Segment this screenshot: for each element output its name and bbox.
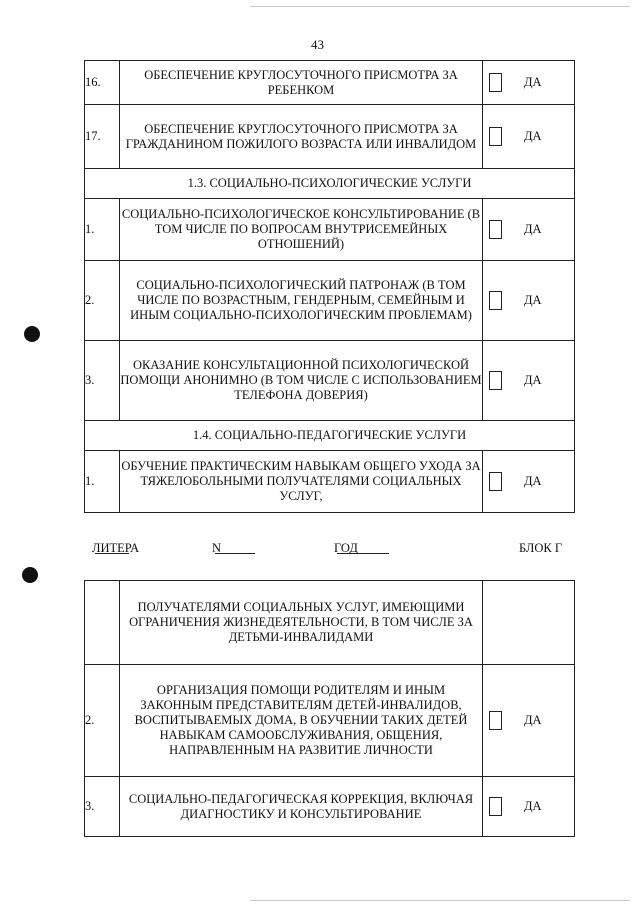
yes-label: ДА [524, 293, 542, 307]
yes-label: ДА [524, 373, 542, 387]
yes-checkbox[interactable] [489, 127, 502, 146]
scan-edge-top [250, 6, 630, 7]
row-number: 3. [85, 777, 120, 837]
yes-checkbox[interactable] [489, 472, 502, 491]
table-row [85, 261, 575, 341]
service-description: СОЦИАЛЬНО-ПЕДАГОГИЧЕСКАЯ КОРРЕКЦИЯ, ВКЛЮЧАЯ ДИАГНОСТИКУ И КОНСУЛЬТИРОВАНИЕ [120, 777, 483, 837]
row-number: 3. [85, 341, 120, 421]
god-blank[interactable] [337, 541, 389, 554]
litera-label: ЛИТЕРА [92, 541, 140, 555]
row-number: 2. [85, 665, 120, 777]
section-row [85, 169, 575, 199]
service-description: ОБЕСПЕЧЕНИЕ КРУГЛОСУТОЧНОГО ПРИСМОТРА ЗА РЕБЕНКОМ [120, 61, 483, 105]
table-row [85, 105, 575, 169]
yes-checkbox[interactable] [489, 291, 502, 310]
row-number: 1. [85, 451, 120, 513]
service-description: ОБУЧЕНИЕ ПРАКТИЧЕСКИМ НАВЫКАМ ОБЩЕГО УХОДА ЗА ТЯЖЕЛОБОЛЬНЫМИ ПОЛУЧАТЕЛЯМИ СОЦИАЛЬНЫХ УСЛУГ, [120, 451, 483, 513]
row-number: 1. [85, 199, 120, 261]
n-label: N [212, 541, 222, 555]
yes-label: ДА [524, 713, 542, 727]
yes-checkbox[interactable] [489, 711, 502, 730]
row-number: 16. [85, 61, 120, 105]
table-row [85, 341, 575, 421]
row-number: 17. [85, 105, 120, 169]
table-row [85, 665, 575, 777]
service-description: СОЦИАЛЬНО-ПСИХОЛОГИЧЕСКИЙ ПАТРОНАЖ (В ТОМ ЧИСЛЕ ПО ВОЗРАСТНЫМ, ГЕНДЕРНЫМ, СЕМЕЙНЫМ И ИНЫМ СОЦИАЛЬНО-ПСИХОЛОГИЧЕСКИМ ПРОБЛЕМАМ) [120, 261, 483, 341]
yes-checkbox[interactable] [489, 797, 502, 816]
page-number: 43 [311, 37, 324, 52]
litera-blank[interactable] [95, 541, 129, 554]
service-description: ОБЕСПЕЧЕНИЕ КРУГЛОСУТОЧНОГО ПРИСМОТРА ЗА ГРАЖДАНИНОМ ПОЖИЛОГО ВОЗРАСТА ИЛИ ИНВАЛИДОМ [120, 105, 483, 169]
yes-label: ДА [524, 222, 542, 236]
blok-label: БЛОК Г [519, 541, 563, 555]
punch-hole-top [24, 326, 40, 342]
yes-label: ДА [524, 474, 542, 488]
god-label: ГОД [334, 541, 358, 555]
services-table-bottom [84, 580, 575, 837]
punch-hole-bottom [22, 567, 38, 583]
yes-label: ДА [524, 75, 542, 89]
table-row [85, 199, 575, 261]
section-row [85, 421, 575, 451]
service-description: ОКАЗАНИЕ КОНСУЛЬТАЦИОННОЙ ПСИХОЛОГИЧЕСКОЙ ПОМОЩИ АНОНИМНО (В ТОМ ЧИСЛЕ С ИСПОЛЬЗОВАНИЕМ ТЕЛЕФОНА ДОВЕРИЯ) [120, 341, 483, 421]
table-row [85, 581, 575, 665]
service-description: ПОЛУЧАТЕЛЯМИ СОЦИАЛЬНЫХ УСЛУГ, ИМЕЮЩИМИ ОГРАНИЧЕНИЯ ЖИЗНЕДЕЯТЕЛЬНОСТИ, В ТОМ ЧИСЛЕ ЗА ДЕТЬМИ-ИНВАЛИДАМИ [120, 581, 483, 665]
section-heading: 1.4. СОЦИАЛЬНО-ПЕДАГОГИЧЕСКИЕ УСЛУГИ [85, 421, 575, 451]
row-number: 2. [85, 261, 120, 341]
table-row [85, 61, 575, 105]
row-number [85, 581, 120, 665]
service-description: СОЦИАЛЬНО-ПСИХОЛОГИЧЕСКОЕ КОНСУЛЬТИРОВАНИЕ (В ТОМ ЧИСЛЕ ПО ВОПРОСАМ ВНУТРИСЕМЕЙНЫХ ОТНОШЕНИЙ) [120, 199, 483, 261]
services-table-top [84, 60, 575, 513]
yes-checkbox[interactable] [489, 73, 502, 92]
section-heading: 1.3. СОЦИАЛЬНО-ПСИХОЛОГИЧЕСКИЕ УСЛУГИ [85, 169, 575, 199]
service-description: ОРГАНИЗАЦИЯ ПОМОЩИ РОДИТЕЛЯМ И ИНЫМ ЗАКОННЫМ ПРЕДСТАВИТЕЛЯМ ДЕТЕЙ-ИНВАЛИДОВ, ВОСПИТЫВАЕМЫХ ДОМА, В ОБУЧЕНИИ ТАКИХ ДЕТЕЙ НАВЫКАМ САМООБСЛУЖИВАНИЯ, ОБЩЕНИЯ, НАПРАВЛЕННЫМ НА РАЗВИТИЕ ЛИЧНОСТИ [120, 665, 483, 777]
n-blank[interactable] [215, 541, 255, 554]
table-row [85, 777, 575, 837]
scan-edge-bottom [250, 900, 630, 901]
yes-label: ДА [524, 799, 542, 813]
page-footer [84, 541, 574, 557]
yes-checkbox[interactable] [489, 371, 502, 390]
yes-label: ДА [524, 129, 542, 143]
yes-checkbox[interactable] [489, 220, 502, 239]
table-row [85, 451, 575, 513]
